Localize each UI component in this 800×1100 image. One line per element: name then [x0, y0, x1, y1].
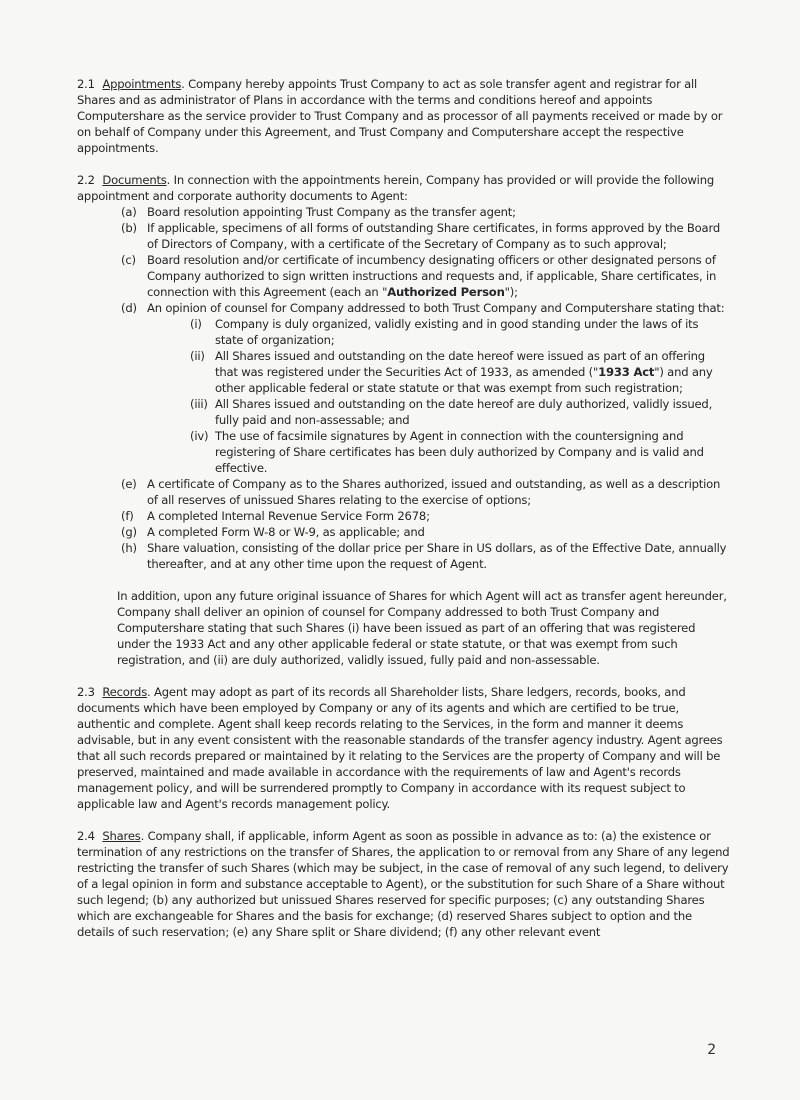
list-marker: (ii) [190, 349, 205, 363]
list-text: All Shares issued and outstanding on the date hereof were issued as part of an offering that was registered under the Securities Act of 1933, as amended (" [215, 349, 705, 379]
section-text: . In connection with the appointments herein, Company has provided or will provide the following appointment and corporate authority documents to Agent: [77, 173, 715, 203]
sublist-item [77, 348, 730, 396]
defined-term: Authorized Person [387, 285, 505, 299]
section-closing-paragraph: In addition, upon any future original issuance of Shares for which Agent will act as transfer agent hereunder, Company shall deliver an opinion of counsel for Company addressed to both Trust Company and Computershare stating that such Shares (i) have been issued as part of an offering that was registered under the 1933 Act and any other applicable federal or state statute, or that was exempt from such registration, and (ii) are duly authorized, validly issued, fully paid and non-assessable. [117, 589, 727, 667]
list-text: All Shares issued and outstanding on the date hereof are duly authorized, validly issued, fully paid and non-assessable; and [215, 397, 713, 427]
section-2-3 [77, 684, 730, 812]
list-marker: (e) [121, 477, 137, 491]
list-item [77, 524, 730, 540]
section-number: 2.4 [77, 829, 95, 843]
list-marker: (a) [121, 205, 137, 219]
list-text: Board resolution appointing Trust Company as the transfer agent; [147, 205, 516, 219]
section-2-1 [77, 76, 730, 156]
section-2-4 [77, 828, 730, 940]
section-text: . Company shall, if applicable, inform Agent as soon as possible in advance as to: (a) the existence or termination of any restrictions on the transfer of Shares, the application to or removal from any Share of any legend restricting the transfer of such Shares (which may be subject, in the case of removal of any such legend, to delivery of a legal opinion in form and substance acceptable to Agent), or the substitution for such Share of a Share without such legend; (b) any authorized but unissued Shares reserved for specific purposes; (c) any outstanding Shares which are exchangeable for Shares and the basis for exchange; (d) reserved Shares subject to option and the details of such reservation; (e) any Share split or Share dividend; (f) any other relevant event [77, 829, 730, 939]
section-heading: Records [102, 685, 148, 699]
section-heading: Documents [102, 173, 167, 187]
list-item [77, 476, 730, 508]
list-item [77, 204, 730, 220]
list-marker: (i) [190, 317, 202, 331]
list-text: An opinion of counsel for Company addressed to both Trust Company and Computershare stating that: [147, 301, 725, 315]
list-marker: (c) [121, 253, 136, 267]
document-list [77, 204, 730, 316]
section-text: . Agent may adopt as part of its records all Shareholder lists, Share ledgers, records, books, and documents which have been employed by Company or any of its agents and which are certified to be true, authentic and complete. Agent shall keep records relating to the Services, in the form and manner it deems advisable, but in any event consistent with the reasonable standards of the transfer agency industry. Agent agrees that all such records prepared or maintained by it relating to the Services are the property of Company and will be preserved, maintained and made available in accordance with the requirements of law and Agent's records management policy, and will be surrendered promptly to Company in accordance with its request subject to applicable law and Agent's records management policy. [77, 685, 723, 811]
page-number: 2 [707, 1042, 716, 1058]
section-heading: Appointments [102, 77, 182, 91]
list-text: Share valuation, consisting of the dollar price per Share in US dollars, as of the Effective Date, annually thereafter, and at any other time upon the request of Agent. [147, 541, 727, 571]
sublist-item [77, 396, 730, 428]
list-item [77, 508, 730, 524]
sublist-item [77, 428, 730, 476]
list-text: A certificate of Company as to the Shares authorized, issued and outstanding, as well as a description of all reserves of unissued Shares relating to the exercise of options; [147, 477, 721, 507]
section-text: . Company hereby appoints Trust Company to act as sole transfer agent and registrar for all Shares and as administrator of Plans in accordance with the terms and conditions hereof and appoints Computershare as the service provider to Trust Company and as processor of all payments received or made by or on behalf of Company under this Agreement, and Trust Company and Computershare accept the respective appointments. [77, 77, 723, 155]
list-item [77, 300, 730, 316]
list-text: Company is duly organized, validly existing and in good standing under the laws of its state of organization; [215, 317, 699, 347]
section-number: 2.2 [77, 173, 95, 187]
list-marker: (b) [121, 221, 137, 235]
list-text: ") and any other applicable federal or state statute or that was exempt from such registration; [215, 365, 713, 395]
list-item [77, 220, 730, 252]
list-marker: (f) [121, 509, 134, 523]
list-text: A completed Internal Revenue Service Form 2678; [147, 509, 430, 523]
section-intro [77, 172, 730, 204]
list-item [77, 252, 730, 300]
list-marker: (g) [121, 525, 137, 539]
section-2-2 [77, 172, 730, 668]
list-text: "); [504, 285, 518, 299]
section-number: 2.3 [77, 685, 95, 699]
list-text: If applicable, specimens of all forms of outstanding Share certificates, in forms approved by the Board of Directors of Company, with a certificate of the Secretary of Company as to such approval; [147, 221, 720, 251]
list-text: A completed Form W-8 or W-9, as applicable; and [147, 525, 425, 539]
section-number: 2.1 [77, 77, 95, 91]
list-marker: (h) [121, 541, 137, 555]
sublist-item [77, 316, 730, 348]
defined-term: 1933 Act [598, 365, 655, 379]
list-marker: (iv) [190, 429, 209, 443]
list-text: The use of facsimile signatures by Agent in connection with the countersigning and registering of Share certificates has been duly authorized by Company and is valid and effective. [215, 429, 704, 475]
list-item [77, 540, 730, 572]
document-list-continued [77, 476, 730, 572]
list-marker: (d) [121, 301, 137, 315]
list-text: Board resolution and/or certificate of incumbency designating officers or other designated persons of Company authorized to sign written instructions and requests and, if applicable, Share certificates, in connection with this Agreement (each an " [147, 253, 717, 299]
list-marker: (iii) [190, 397, 208, 411]
section-heading: Shares [102, 829, 141, 843]
opinion-sublist [77, 316, 730, 476]
